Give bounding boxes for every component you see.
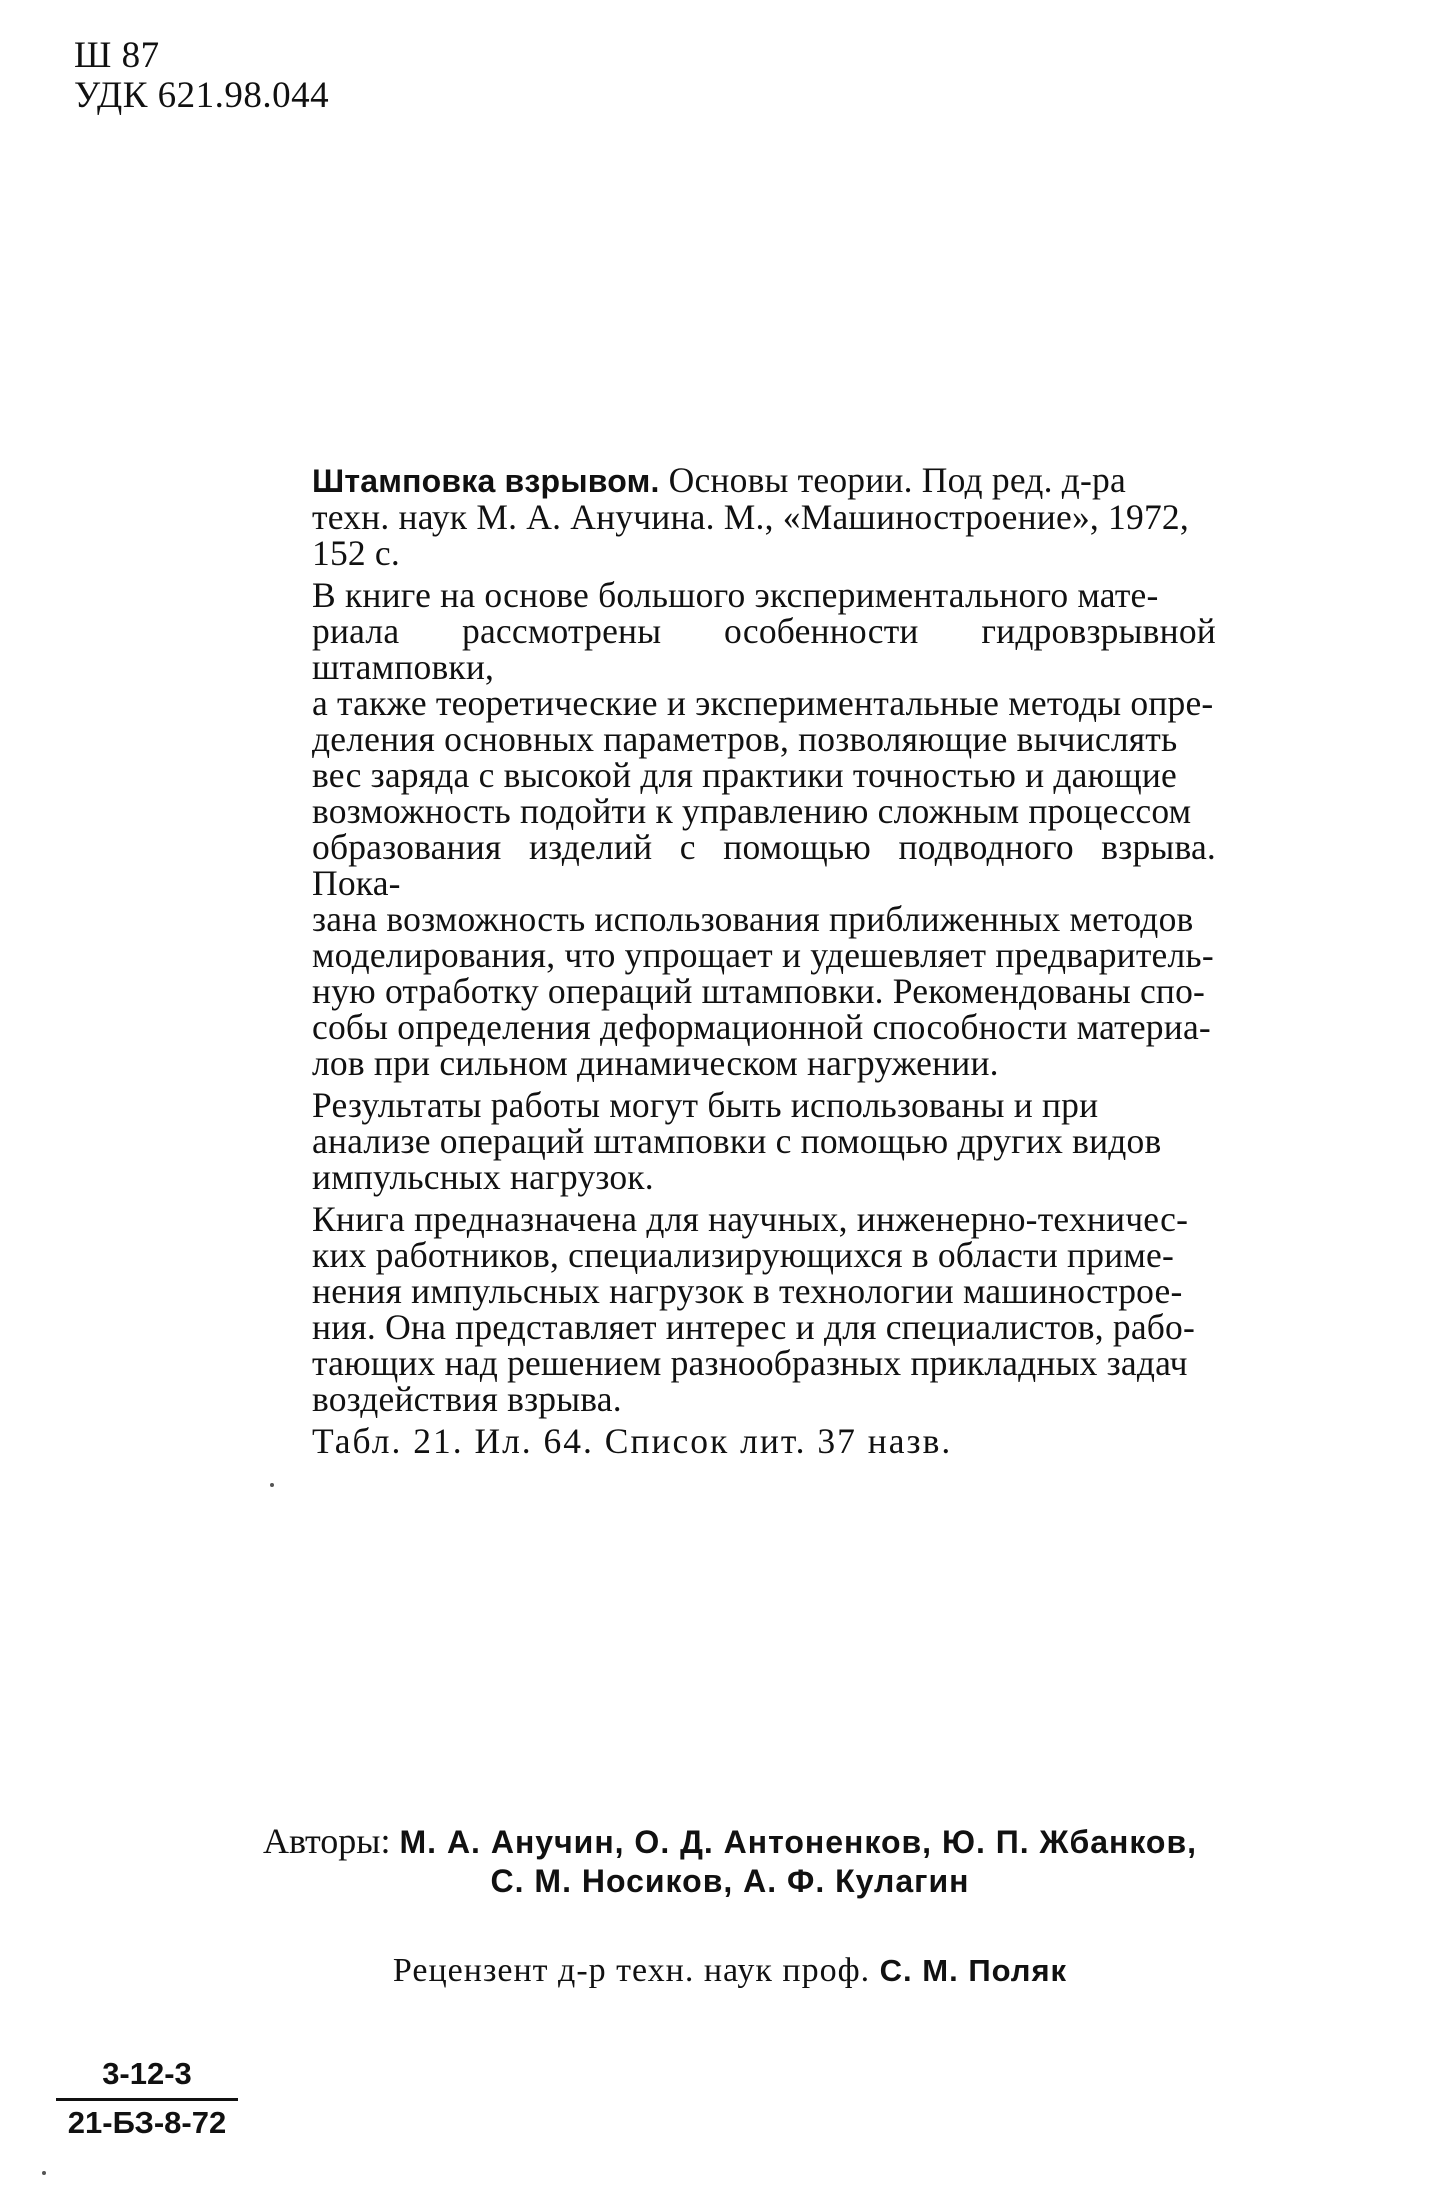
book-stats: Табл. 21. Ил. 64. Список лит. 37 назв.	[312, 1421, 953, 1461]
bibliographic-abstract	[312, 462, 1216, 1459]
citation-paragraph	[312, 462, 1216, 571]
book-title: Штамповка взрывом.	[312, 463, 660, 499]
print-speck	[42, 2171, 46, 2175]
text-line: Книга предназначена для научных, инженерно-техничес-	[312, 1199, 1189, 1239]
authors-label: Авторы:	[262, 1821, 391, 1861]
authors-names: М. А. Анучин, О. Д. Антоненков, Ю. П. Жбанков,	[399, 1824, 1198, 1860]
text-line: анализе операций штамповки с помощью других видов	[312, 1121, 1162, 1161]
text-line: импульсных нагрузок.	[312, 1157, 654, 1197]
citation-line: 152 с.	[312, 533, 400, 573]
citation-line: техн. наук М. А. Анучина. М., «Машиностроение», 1972,	[312, 497, 1189, 537]
text-line: деления основных параметров, позволяющие вычислять	[312, 719, 1178, 759]
text-line: В книге на основе большого экспериментального мате-	[312, 575, 1159, 615]
text-line: нения импульсных нагрузок в технологии машинострое-	[312, 1271, 1183, 1311]
publisher-code-bottom: 21-БЗ-8-72	[67, 2105, 227, 2140]
classification-codes	[74, 36, 329, 116]
text-line: Результаты работы могут быть использованы и при	[312, 1085, 1099, 1125]
abstract-paragraph-2	[312, 1087, 1216, 1195]
text-line: зана возможность использования приближенных методов	[312, 899, 1194, 939]
text-line: тающих над решением разнообразных прикладных задач	[312, 1343, 1188, 1383]
print-speck	[270, 1483, 274, 1487]
text-line: ких работников, специализирующихся в области приме-	[312, 1235, 1174, 1275]
text-line: ния. Она представляет интерес и для специалистов, рабо-	[312, 1307, 1196, 1347]
text-line: вес заряда с высокой для практики точностью и дающие	[312, 755, 1178, 795]
text-line: возможность подойти к управлению сложным процессом	[312, 791, 1192, 831]
text-line: образования изделий с помощью подводного взрыва. Пока-	[312, 827, 1216, 903]
reviewer-name: С. М. Поляк	[879, 1953, 1068, 1988]
authors-block	[210, 1822, 1250, 1900]
authors-line-2	[210, 1861, 1250, 1900]
text-line: моделирования, что упрощает и удешевляет предваритель-	[312, 935, 1214, 975]
abstract-paragraph-3	[312, 1201, 1216, 1417]
text-line: а также теоретические и экспериментальные методы опре-	[312, 683, 1214, 723]
reviewer-label: Рецензент д-р техн. наук проф.	[392, 1952, 871, 1989]
text-line: воздействия взрыва.	[312, 1379, 622, 1419]
abstract-paragraph-1	[312, 577, 1216, 1081]
udc-code: УДК 621.98.044	[74, 75, 330, 116]
authors-line-1	[210, 1822, 1250, 1861]
citation-line: Основы теории. Под ред. д-ра	[659, 460, 1126, 500]
text-line: собы определения деформационной способности материа-	[312, 1007, 1211, 1047]
text-line: риала рассмотрены особенности гидровзрывной штамповки,	[312, 611, 1216, 687]
publisher-code	[56, 2056, 238, 2141]
publisher-code-top: 3-12-3	[56, 2056, 238, 2101]
text-line: ную отработку операций штамповки. Рекомендованы спо-	[312, 971, 1206, 1011]
authors-names: С. М. Носиков, А. Ф. Кулагин	[490, 1863, 970, 1899]
catalog-code: Ш 87	[74, 35, 160, 76]
text-line: лов при сильном динамическом нагружении.	[312, 1043, 999, 1083]
reviewer-line	[210, 1952, 1250, 1990]
